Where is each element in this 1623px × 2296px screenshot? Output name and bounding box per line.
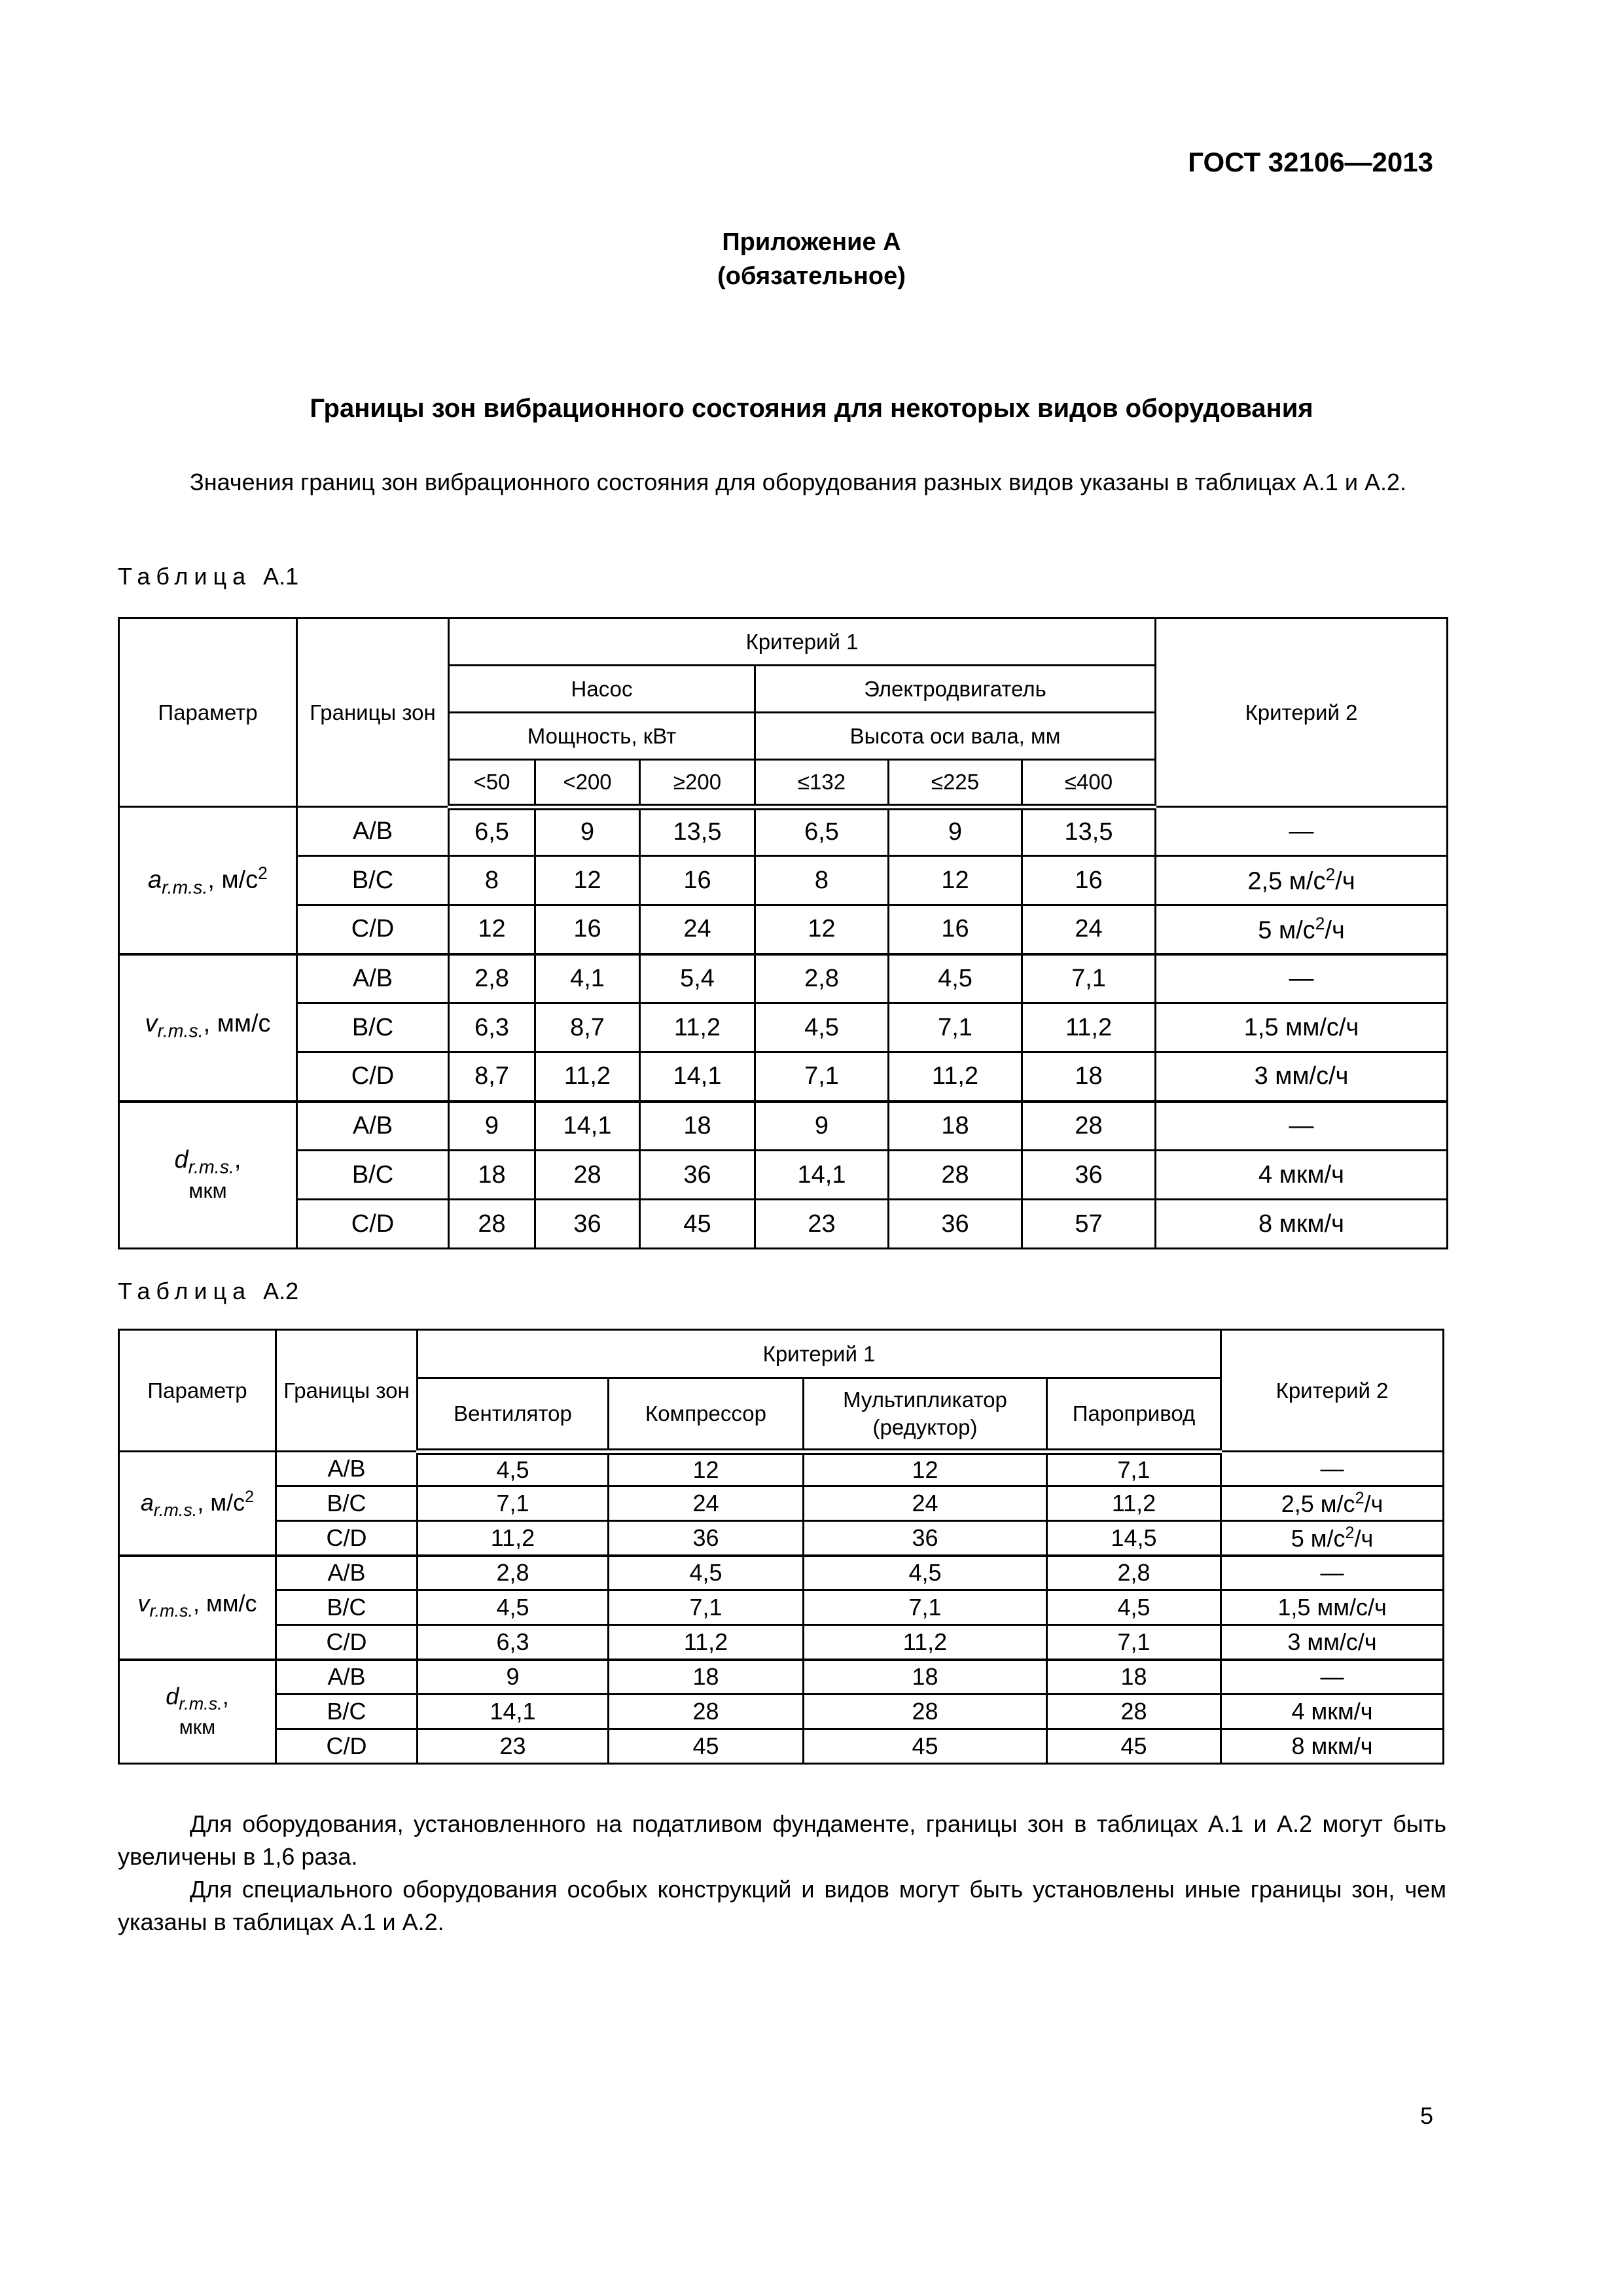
- param-cell: [119, 1452, 276, 1556]
- value-cell: 28: [535, 1151, 640, 1200]
- table-row: [119, 905, 1448, 954]
- table-row: [119, 1521, 1444, 1556]
- table-row: [119, 1102, 1448, 1151]
- value-cell: 28: [1047, 1695, 1221, 1729]
- value-cell: 36: [804, 1521, 1047, 1556]
- value-cell: 16: [535, 905, 640, 954]
- zone-cell: C/D: [297, 905, 449, 954]
- value-cell: 36: [640, 1151, 755, 1200]
- value-cell: 24: [609, 1486, 804, 1521]
- param-unit: , м/с: [197, 1488, 245, 1516]
- header-col-0: <50: [449, 760, 535, 807]
- header-col-2: Мультипликатор (редуктор): [804, 1378, 1047, 1452]
- param-cell: [119, 1660, 276, 1764]
- param-unit: ,: [234, 1145, 241, 1174]
- value-cell: 18: [804, 1660, 1047, 1695]
- value-cell: 36: [535, 1200, 640, 1249]
- table-row: [119, 1625, 1444, 1660]
- criterion2-cell: [1156, 1052, 1448, 1102]
- criterion2-value: 3 мм/с/ч: [1254, 1062, 1349, 1090]
- value-cell: 4,5: [418, 1452, 609, 1486]
- param-subscript: r.m.s.: [157, 1020, 204, 1042]
- criterion2-value: 5 м/с: [1291, 1524, 1346, 1552]
- value-cell: 11,2: [804, 1625, 1047, 1660]
- value-cell: 28: [1022, 1102, 1156, 1151]
- value-cell: 18: [640, 1102, 755, 1151]
- table-row: [119, 1151, 1448, 1200]
- value-cell: 18: [1047, 1660, 1221, 1695]
- criterion2-cell: [1221, 1729, 1444, 1764]
- value-cell: 7,1: [609, 1590, 804, 1625]
- value-cell: 7,1: [1047, 1452, 1221, 1486]
- param-symbol: v: [145, 1010, 158, 1038]
- value-cell: 4,5: [804, 1556, 1047, 1590]
- criterion2-value: 1,5 мм/с/ч: [1243, 1013, 1359, 1041]
- criterion2-cell: [1221, 1521, 1444, 1556]
- value-cell: 6,3: [418, 1625, 609, 1660]
- param-symbol: v: [137, 1590, 150, 1617]
- header-col-5: ≤400: [1022, 760, 1156, 807]
- table-row: [119, 1695, 1444, 1729]
- param-unit-line2: мкм: [188, 1178, 227, 1202]
- value-cell: 12: [804, 1452, 1047, 1486]
- criterion2-superscript: 2: [1325, 865, 1336, 885]
- value-cell: 4,5: [889, 954, 1022, 1003]
- header-col-0: Вентилятор: [418, 1378, 609, 1452]
- value-cell: 8,7: [449, 1052, 535, 1102]
- criterion2-suffix: /ч: [1354, 1524, 1374, 1552]
- param-unit-superscript: 2: [258, 863, 268, 883]
- header-power: Мощность, кВт: [449, 713, 755, 760]
- header-param: Параметр: [119, 619, 297, 807]
- criterion2-suffix: /ч: [1335, 867, 1355, 895]
- value-cell: 28: [804, 1695, 1047, 1729]
- value-cell: 8: [755, 856, 889, 905]
- criterion2-suffix: /ч: [1364, 1490, 1383, 1517]
- header-col-2: ≥200: [640, 760, 755, 807]
- criterion2-value: —: [1289, 817, 1314, 845]
- param-subscript: r.m.s.: [153, 1499, 198, 1520]
- value-cell: 16: [889, 905, 1022, 954]
- criterion2-value: 3 мм/с/ч: [1287, 1628, 1377, 1655]
- param-unit: ,: [222, 1682, 229, 1710]
- zone-cell: B/C: [276, 1486, 418, 1521]
- header-pump: Насос: [449, 666, 755, 713]
- value-cell: 28: [449, 1200, 535, 1249]
- param-unit: , мм/с: [203, 1010, 271, 1038]
- table-row: [119, 1452, 1444, 1486]
- page-number: 5: [1419, 2102, 1433, 2129]
- param-label: [120, 862, 296, 899]
- table-a1: [118, 617, 1448, 1249]
- table-row: [119, 856, 1448, 905]
- header-criterion-1: Критерий 1: [449, 619, 1156, 666]
- value-cell: 36: [1022, 1151, 1156, 1200]
- value-cell: 13,5: [640, 807, 755, 856]
- param-label: [120, 1010, 296, 1043]
- value-cell: 36: [889, 1200, 1022, 1249]
- value-cell: 7,1: [755, 1052, 889, 1102]
- value-cell: 6,3: [449, 1003, 535, 1052]
- criterion2-cell: [1156, 1003, 1448, 1052]
- value-cell: 11,2: [418, 1521, 609, 1556]
- header-shaft-height: Высота оси вала, мм: [755, 713, 1156, 760]
- zone-cell: C/D: [297, 1200, 449, 1249]
- value-cell: 9: [755, 1102, 889, 1151]
- value-cell: 2,8: [418, 1556, 609, 1590]
- param-unit: , мм/с: [192, 1590, 257, 1617]
- param-label: [120, 1682, 275, 1738]
- value-cell: 24: [804, 1486, 1047, 1521]
- value-cell: 18: [609, 1660, 804, 1695]
- criterion2-value: 1,5 мм/с/ч: [1277, 1594, 1387, 1621]
- value-cell: 18: [889, 1102, 1022, 1151]
- appendix-block: [0, 225, 1623, 293]
- header-motor: Электродвигатель: [755, 666, 1156, 713]
- criterion2-cell: [1156, 856, 1448, 905]
- value-cell: 16: [1022, 856, 1156, 905]
- criterion2-value: —: [1320, 1455, 1344, 1482]
- criterion2-cell: [1156, 1102, 1448, 1151]
- header-criterion-2: Критерий 2: [1156, 619, 1448, 807]
- value-cell: 57: [1022, 1200, 1156, 1249]
- table-row: [119, 1556, 1444, 1590]
- value-cell: 28: [889, 1151, 1022, 1200]
- table-row: [119, 807, 1448, 856]
- header-criterion-2: Критерий 2: [1221, 1330, 1444, 1452]
- param-label: [120, 1486, 275, 1521]
- criterion2-cell: [1221, 1695, 1444, 1729]
- value-cell: 45: [804, 1729, 1047, 1764]
- criterion2-cell: [1221, 1486, 1444, 1521]
- table-row: [119, 954, 1448, 1003]
- value-cell: 8: [449, 856, 535, 905]
- value-cell: 2,8: [1047, 1556, 1221, 1590]
- value-cell: 5,4: [640, 954, 755, 1003]
- header-col-3: Паропривод: [1047, 1378, 1221, 1452]
- param-cell: [119, 1102, 297, 1249]
- section-heading: Границы зон вибрационного состояния для некоторых видов оборудования: [310, 394, 1313, 423]
- param-symbol: d: [166, 1682, 179, 1710]
- value-cell: 12: [449, 905, 535, 954]
- value-cell: 11,2: [1047, 1486, 1221, 1521]
- zone-cell: A/B: [297, 1102, 449, 1151]
- value-cell: 6,5: [449, 807, 535, 856]
- criterion2-value: 5 м/с: [1258, 916, 1315, 944]
- value-cell: 7,1: [418, 1486, 609, 1521]
- param-symbol: a: [148, 866, 162, 894]
- header-col-4: ≤225: [889, 760, 1022, 807]
- criterion2-suffix: /ч: [1325, 916, 1345, 944]
- zone-cell: C/D: [276, 1625, 418, 1660]
- param-unit: , м/с: [207, 866, 259, 894]
- criterion2-value: 8 мкм/ч: [1291, 1732, 1373, 1759]
- param-label: [120, 1592, 275, 1622]
- criterion2-value: 8 мкм/ч: [1258, 1210, 1344, 1238]
- value-cell: 14,1: [535, 1102, 640, 1151]
- value-cell: 12: [535, 856, 640, 905]
- value-cell: 14,5: [1047, 1521, 1221, 1556]
- value-cell: 8,7: [535, 1003, 640, 1052]
- table-a2-caption: [118, 1278, 298, 1305]
- value-cell: 9: [535, 807, 640, 856]
- criterion2-cell: [1156, 954, 1448, 1003]
- table-a1-caption: [118, 563, 298, 590]
- appendix-title: Приложение А: [722, 228, 901, 256]
- value-cell: 4,5: [755, 1003, 889, 1052]
- value-cell: 2,8: [755, 954, 889, 1003]
- table-a2-caption-number: А.2: [263, 1278, 299, 1304]
- param-unit-line2: мкм: [179, 1715, 216, 1738]
- criterion2-cell: [1221, 1660, 1444, 1695]
- header-criterion-1: Критерий 1: [418, 1330, 1221, 1378]
- param-cell: [119, 807, 297, 954]
- criterion2-superscript: 2: [1315, 913, 1325, 933]
- criterion2-cell: [1156, 905, 1448, 954]
- criterion2-value: 4 мкм/ч: [1291, 1698, 1373, 1725]
- param-unit-superscript: 2: [245, 1487, 255, 1506]
- criterion2-value: —: [1320, 1559, 1344, 1587]
- table-a2: [118, 1329, 1444, 1765]
- criterion2-superscript: 2: [1355, 1489, 1364, 1507]
- criterion2-cell: [1221, 1452, 1444, 1486]
- value-cell: 16: [640, 856, 755, 905]
- header-zones: Границы зон: [276, 1330, 418, 1452]
- value-cell: 9: [889, 807, 1022, 856]
- value-cell: 18: [1022, 1052, 1156, 1102]
- value-cell: 24: [1022, 905, 1156, 954]
- value-cell: 2,8: [449, 954, 535, 1003]
- param-cell: [119, 1556, 276, 1660]
- zone-cell: B/C: [297, 1151, 449, 1200]
- criterion2-value: 2,5 м/с: [1247, 867, 1326, 895]
- param-symbol: d: [174, 1145, 188, 1174]
- param-subscript: r.m.s.: [162, 876, 208, 898]
- value-cell: 7,1: [1047, 1625, 1221, 1660]
- value-cell: 36: [609, 1521, 804, 1556]
- criterion2-cell: [1221, 1590, 1444, 1625]
- zone-cell: C/D: [297, 1052, 449, 1102]
- intro-paragraph: Значения границ зон вибрационного состояния для оборудования разных видов указаны в таблицах А.1 и А.2.: [190, 469, 1406, 495]
- table-row: [119, 1200, 1448, 1249]
- table-row: [119, 1052, 1448, 1102]
- value-cell: 9: [418, 1660, 609, 1695]
- zone-cell: A/B: [276, 1452, 418, 1486]
- param-subscript: r.m.s.: [188, 1157, 234, 1178]
- value-cell: 4,5: [609, 1556, 804, 1590]
- zone-cell: C/D: [276, 1521, 418, 1556]
- header-col-1: <200: [535, 760, 640, 807]
- value-cell: 23: [755, 1200, 889, 1249]
- value-cell: 23: [418, 1729, 609, 1764]
- table-row: [119, 1590, 1444, 1625]
- table-a1-caption-number: А.1: [263, 563, 299, 590]
- value-cell: 13,5: [1022, 807, 1156, 856]
- value-cell: 7,1: [804, 1590, 1047, 1625]
- value-cell: 7,1: [889, 1003, 1022, 1052]
- document-code: ГОСТ 32106—2013: [1188, 147, 1433, 177]
- zone-cell: A/B: [276, 1660, 418, 1695]
- value-cell: 12: [889, 856, 1022, 905]
- criterion2-cell: [1221, 1556, 1444, 1590]
- value-cell: 9: [449, 1102, 535, 1151]
- criterion2-value: 4 мкм/ч: [1258, 1160, 1344, 1189]
- note-paragraph-1: Для оборудования, установленного на податливом фундаменте, границы зон в таблицах А.1 и А.2 могут быть увеличены в 1,6 раза.: [118, 1810, 1446, 1870]
- table-row: [119, 1660, 1444, 1695]
- value-cell: 12: [609, 1452, 804, 1486]
- criterion2-value: —: [1289, 964, 1314, 992]
- criterion2-cell: [1156, 1151, 1448, 1200]
- value-cell: 12: [755, 905, 889, 954]
- header-param: Параметр: [119, 1330, 276, 1452]
- zone-cell: A/B: [297, 954, 449, 1003]
- zone-cell: B/C: [297, 1003, 449, 1052]
- table-a2-caption-word: Таблица: [118, 1278, 252, 1304]
- criterion2-value: —: [1289, 1111, 1314, 1139]
- criterion2-cell: [1156, 807, 1448, 856]
- value-cell: 14,1: [640, 1052, 755, 1102]
- table-row: [119, 1729, 1444, 1764]
- value-cell: 45: [640, 1200, 755, 1249]
- param-subscript: r.m.s.: [149, 1601, 193, 1621]
- criterion2-superscript: 2: [1345, 1523, 1355, 1542]
- zone-cell: B/C: [297, 856, 449, 905]
- value-cell: 11,2: [535, 1052, 640, 1102]
- param-label: [120, 1145, 296, 1202]
- value-cell: 4,5: [418, 1590, 609, 1625]
- value-cell: 14,1: [755, 1151, 889, 1200]
- table-row: [119, 1003, 1448, 1052]
- value-cell: 45: [1047, 1729, 1221, 1764]
- param-symbol: a: [140, 1488, 154, 1516]
- value-cell: 4,1: [535, 954, 640, 1003]
- note-paragraph-2: Для специального оборудования особых конструкций и видов могут быть установлены иные границы зон, чем указаны в таблицах А.1 и А.2.: [118, 1876, 1446, 1935]
- header-col-3: ≤132: [755, 760, 889, 807]
- header-zones: Границы зон: [297, 619, 449, 807]
- table-row: [119, 1486, 1444, 1521]
- value-cell: 24: [640, 905, 755, 954]
- value-cell: 28: [609, 1695, 804, 1729]
- zone-cell: C/D: [276, 1729, 418, 1764]
- value-cell: 14,1: [418, 1695, 609, 1729]
- value-cell: 11,2: [889, 1052, 1022, 1102]
- criterion2-value: —: [1320, 1663, 1344, 1691]
- value-cell: 6,5: [755, 807, 889, 856]
- param-subscript: r.m.s.: [179, 1693, 223, 1713]
- appendix-status: (обязательное): [717, 262, 906, 290]
- value-cell: 7,1: [1022, 954, 1156, 1003]
- criterion2-cell: [1221, 1625, 1444, 1660]
- criterion2-cell: [1156, 1200, 1448, 1249]
- zone-cell: A/B: [297, 807, 449, 856]
- value-cell: 45: [609, 1729, 804, 1764]
- table-a1-caption-word: Таблица: [118, 563, 252, 590]
- value-cell: 11,2: [640, 1003, 755, 1052]
- value-cell: 18: [449, 1151, 535, 1200]
- value-cell: 4,5: [1047, 1590, 1221, 1625]
- criterion2-value: 2,5 м/с: [1281, 1490, 1355, 1517]
- value-cell: 11,2: [1022, 1003, 1156, 1052]
- param-cell: [119, 954, 297, 1102]
- value-cell: 11,2: [609, 1625, 804, 1660]
- zone-cell: B/C: [276, 1590, 418, 1625]
- zone-cell: B/C: [276, 1695, 418, 1729]
- zone-cell: A/B: [276, 1556, 418, 1590]
- header-col-1: Компрессор: [609, 1378, 804, 1452]
